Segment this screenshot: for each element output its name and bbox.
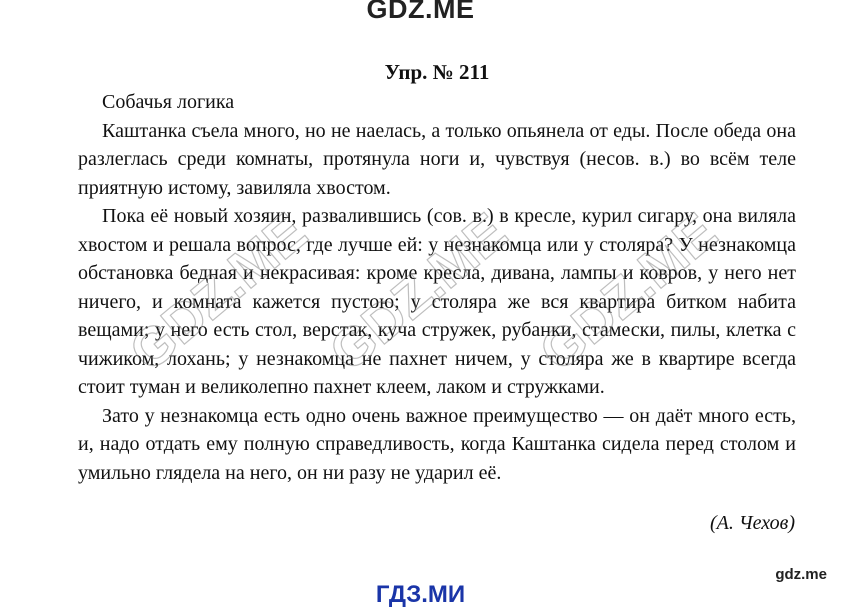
site-header-logo: GDZ.ME bbox=[366, 0, 475, 24]
watermark: GDZ.ME bbox=[118, 201, 319, 383]
paragraph-2: Пока её новый хозяин, развалившись (сов. в.) в кресле, курил сигару, она виляла хвостом и решала вопрос, где лучше ей: у незнакомца или у столяра? У незнакомца обстановка бедная и некрасивая: кроме кресла, дивана, лампы и ковров, у него нет ничего, и комната кажется пустою; у столяра же вся квартира битком набита вещами; у него есть стол, верстак, куча стружек, рубанки, стамески, пилы, клетка с чижиком, лохань; у незнакомца не пахнет ничем, у столяра же в квартире всегда стоит туман и великолепно пахнет клеем, лаком и стружками. bbox=[78, 205, 796, 398]
text-subtitle: Собачья логика bbox=[102, 91, 235, 113]
paragraph-3: Зато у незнакомца есть одно очень важное преимущество — он даёт много есть, и, надо отдать ему полную справедливость, когда Каштанка сидела перед столом и умильно глядела на него, он ни разу не ударил её. bbox=[78, 404, 796, 484]
corner-brand: gdz.me bbox=[775, 566, 827, 583]
watermark: GDZ.ME bbox=[318, 201, 519, 383]
bottom-brand: ГДЗ.МИ bbox=[375, 581, 466, 608]
watermark: GDZ.ME bbox=[528, 201, 729, 383]
author-attribution: (А. Чехов) bbox=[710, 512, 795, 534]
paragraph-1: Каштанка съела много, но не наелась, а только опьянела от еды. После обеда она разлеглась среди комнаты, протянула ноги и, чувствуя (несов. в.) во всём теле приятную истому, завиляла хвостом. bbox=[78, 119, 796, 199]
exercise-title: Упр. № 211 bbox=[384, 60, 490, 84]
